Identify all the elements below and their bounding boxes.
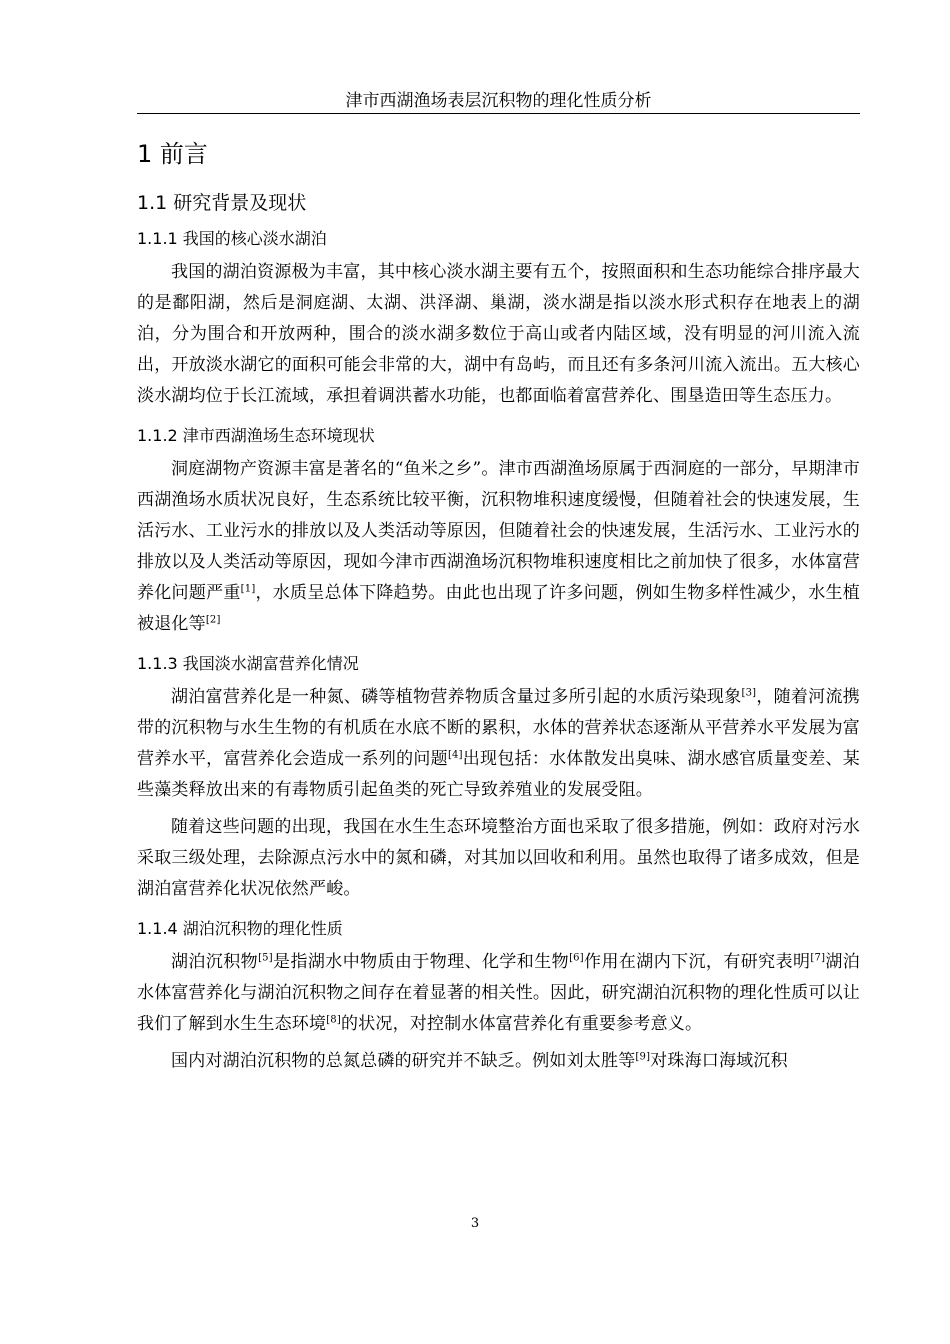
- paragraph-text: 湖泊富营养化是一种氮、磷等植物营养物质含量过多所引起的水质污染现象: [171, 687, 742, 707]
- citation-5: [5]: [258, 952, 273, 964]
- paragraph-text: 是指湖水中物质由于物理、化学和生物: [272, 952, 570, 972]
- subsection-heading-1-1-1: 1.1.1 我国的核心淡水湖泊: [137, 229, 327, 248]
- paragraph-eutrophication: [137, 682, 860, 806]
- subsection-heading-1-1-3: 1.1.3 我国淡水湖富营养化情况: [137, 654, 359, 673]
- page-content: [137, 133, 860, 1083]
- citation-7: [7]: [810, 952, 826, 964]
- citation-9: [9]: [635, 1051, 651, 1063]
- paragraph-text: ，水质呈总体下降趋势。由此也出现了许多问题，例如生物多样性减少，水生植被退化等: [137, 583, 861, 634]
- paragraph-text: 对珠海口海域沉积: [650, 1051, 788, 1071]
- paragraph-xihu-status: [137, 454, 860, 640]
- page-number: 3: [470, 1216, 480, 1231]
- paragraph-domestic-research: [137, 1046, 860, 1077]
- paragraph-text: 随着这些问题的出现，我国在水生生态环境整治方面也采取了很多措施，例如：政府对污水采取三级处理，去除源点污水中的氮和磷，对其加以回收和利用。虽然也取得了诸多成效，但是湖泊富营养化状况依然严峻。: [137, 817, 860, 899]
- paragraph-text: 洞庭湖物产资源丰富是著名的“鱼米之乡”。津市西湖渔场原属于西洞庭的一部分，早期津市西湖渔场水质状况良好，生态系统比较平衡，沉积物堆积速度缓慢，但随着社会的快速发展，生活污水、工业污水的排放以及人类活动等原因，但随着社会的快速发展，生活污水、工业污水的排放以及人类活动等原因，现如今津市西湖渔场沉积物堆积速度相比之前加快了很多，水体富营养化问题严重: [137, 459, 860, 603]
- paragraph-core-lakes: [137, 257, 860, 412]
- paragraph-text: 我国的湖泊资源极为丰富，其中核心淡水湖主要有五个，按照面积和生态功能综合排序最大的是鄱阳湖，然后是洞庭湖、太湖、洪泽湖、巢湖，淡水湖是指以淡水形式积存在地表上的湖泊，分为围合和开放两种，围合的淡水湖多数位于高山或者内陆区域，没有明显的河川流入流出，开放淡水湖它的面积可能会非常的大，湖中有岛屿，而且还有多条河川流入流出。五大核心淡水湖均位于长江流域，承担着调洪蓄水功能，也都面临着富营养化、围垦造田等生态压力。: [137, 262, 860, 406]
- citation-8: [8]: [326, 1014, 341, 1026]
- section-heading-1-1: 1.1 研究背景及现状: [137, 192, 307, 214]
- citation-3: [3]: [741, 687, 757, 699]
- paragraph-text: 国内对湖泊沉积物的总氮总磷的研究并不缺乏。例如刘太胜等: [171, 1051, 636, 1071]
- paragraph-text: 作用在湖内下沉，有研究表明: [583, 952, 811, 972]
- citation-4: [4]: [447, 749, 463, 761]
- subsection-heading-1-1-4: 1.1.4 湖泊沉积物的理化性质: [137, 919, 343, 938]
- paragraph-sediment-properties: [137, 947, 860, 1040]
- paragraph-measures: [137, 812, 860, 905]
- citation-2: [2]: [205, 614, 221, 626]
- paragraph-text: 的状况，对控制水体富营养化有重要参考意义。: [340, 1014, 703, 1034]
- paragraph-text: 湖泊沉积物: [171, 952, 259, 972]
- citation-1: [1]: [240, 583, 256, 595]
- citation-6: [6]: [569, 952, 584, 964]
- paragraph-text: ，随着河流携带的沉积物与水生生物的有机质在水底不断的累积，水体的营养状态逐渐从平营养水平发展为富营养水平，富营养化会造成一系列的问题: [137, 687, 860, 769]
- subsection-heading-1-1-2: 1.1.2 津市西湖渔场生态环境现状: [137, 426, 375, 445]
- running-header: 津市西湖渔场表层沉积物的理化性质分析: [345, 91, 652, 111]
- header-rule: [137, 113, 860, 114]
- chapter-heading: 1 前言: [137, 140, 208, 168]
- paragraph-text: 湖泊水体富营养化与湖泊沉积物之间存在着显著的相关性。因此，研究湖泊沉积物的理化性质可以让我们了解到水生生态环境: [137, 952, 860, 1034]
- paragraph-text: 出现包括：水体散发出臭味、湖水感官质量变差、某些藻类释放出来的有毒物质引起鱼类的死亡导致养殖业的发展受阻。: [137, 749, 860, 800]
